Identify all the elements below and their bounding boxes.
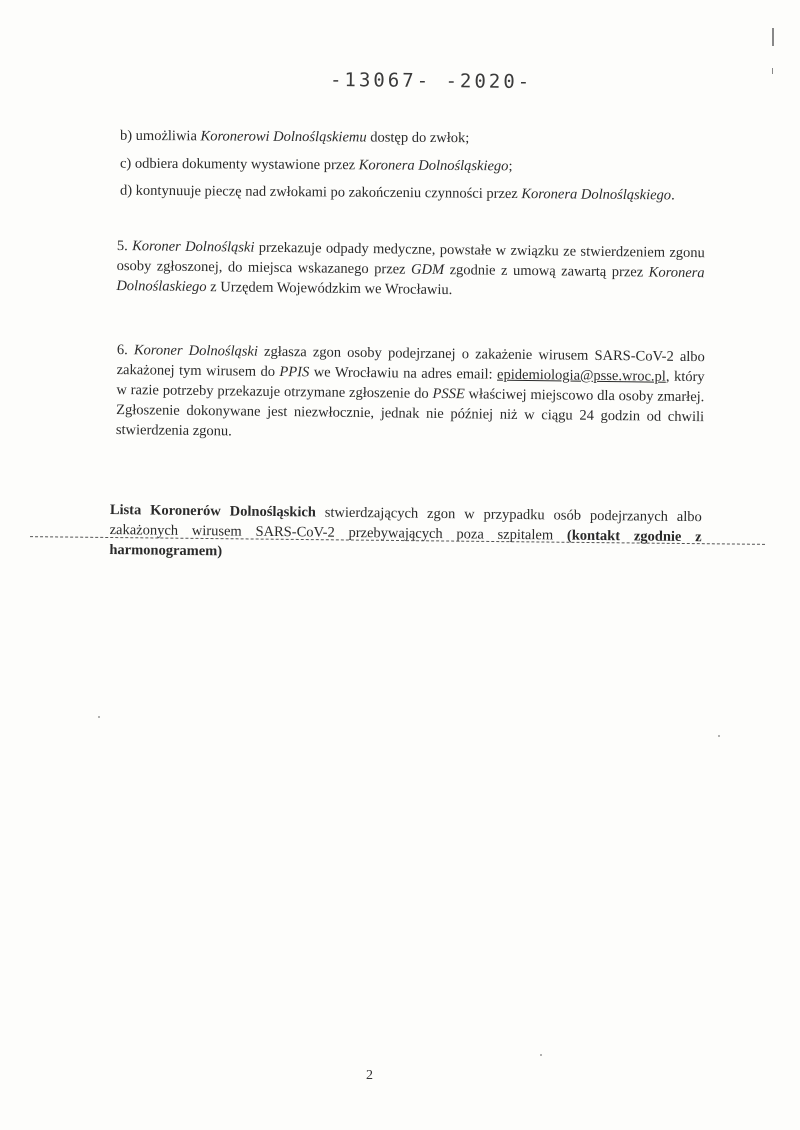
corner-scan-mark <box>768 28 778 88</box>
section-6-text-2: we Wrocławiu na adres email: <box>309 364 498 383</box>
scan-speck <box>718 735 720 737</box>
section-5-number: 5. <box>116 237 133 255</box>
item-c-italic: Koronera Dolnośląskiego <box>358 157 509 175</box>
section-6-italic-2: PPIS <box>279 363 310 381</box>
list-heading-bold-2: (kontakt zgodnie z harmonogramem) <box>109 527 702 560</box>
section-5-text-1: przekazuje odpady medyczne, powstałe w związku ze stwierdzeniem zgonu osoby zgłoszonej, do miejsca wskazanego przez <box>116 239 705 278</box>
page-number: 2 <box>366 1068 373 1083</box>
section-6-number: 6. <box>116 341 135 359</box>
section-6-text-4: właściwej miejscowo dla osoby zmarłej. Zgłoszenie dokonywane jest niezwłocznie, jednak nie później niż w ciągu 24 godzin od chwili stwierdzenia zgonu. <box>115 386 705 440</box>
section-5-text-3: z Urzędem Wojewódzkim we Wrocławiu. <box>206 279 453 299</box>
email-link[interactable]: epidemiologia@psse.wroc.pl <box>497 366 666 385</box>
list-heading-text: stwierdzających zgon w przypadku osób podejrzanych albo zakażonych wirusem SARS-CoV-2 przebywających poza szpitalem <box>109 504 702 544</box>
item-c-suffix: ; <box>508 158 513 175</box>
section-5-text-2: zgodnie z umową zawartą przez <box>444 261 649 281</box>
item-d-prefix: d) kontynuuje pieczę nad zwłokami po zakończeniu czynności przez <box>119 182 522 203</box>
item-c <box>120 155 513 177</box>
section-5-italic-2: GDM <box>410 261 445 278</box>
section-6-italic-3: PSSE <box>432 385 465 403</box>
item-b <box>120 127 469 148</box>
item-c-prefix: c) odbiera dokumenty wystawione przez <box>119 155 359 174</box>
item-b-suffix: dostęp do zwłok; <box>366 129 470 147</box>
section-6 <box>116 340 705 447</box>
item-d <box>120 182 675 206</box>
document-number-stamp: -13067- -2020- <box>329 68 533 94</box>
section-5-italic-3: Koronera Dolnoślaskiego <box>116 264 705 296</box>
item-d-italic: Koronera Dolnośląskiego <box>521 186 672 204</box>
list-heading-bold-1: Lista Koronerów Dolnośląskich <box>109 501 317 521</box>
section-6-italic-1: Koroner Dolnośląski <box>133 342 259 360</box>
coroner-list-heading <box>109 500 702 567</box>
item-b-italic: Koronerowi Dolnośląskiemu <box>200 128 367 146</box>
section-5 <box>116 236 705 303</box>
item-b-prefix: b) umożliwia <box>119 127 201 145</box>
section-6-text-1: zgłasza zgon osoby podejrzanej o zakażenie wirusem SARS-CoV-2 albo zakażonej tym wirusem do <box>116 343 705 380</box>
section-5-italic-1: Koroner Dolnośląski <box>132 238 255 256</box>
item-d-suffix: . <box>671 187 675 204</box>
scan-speck <box>540 1054 542 1056</box>
section-6-text-3: , który w razie potrzeby przekazuje otrzymane zgłoszenie do <box>116 368 705 402</box>
scan-speck <box>98 716 100 718</box>
